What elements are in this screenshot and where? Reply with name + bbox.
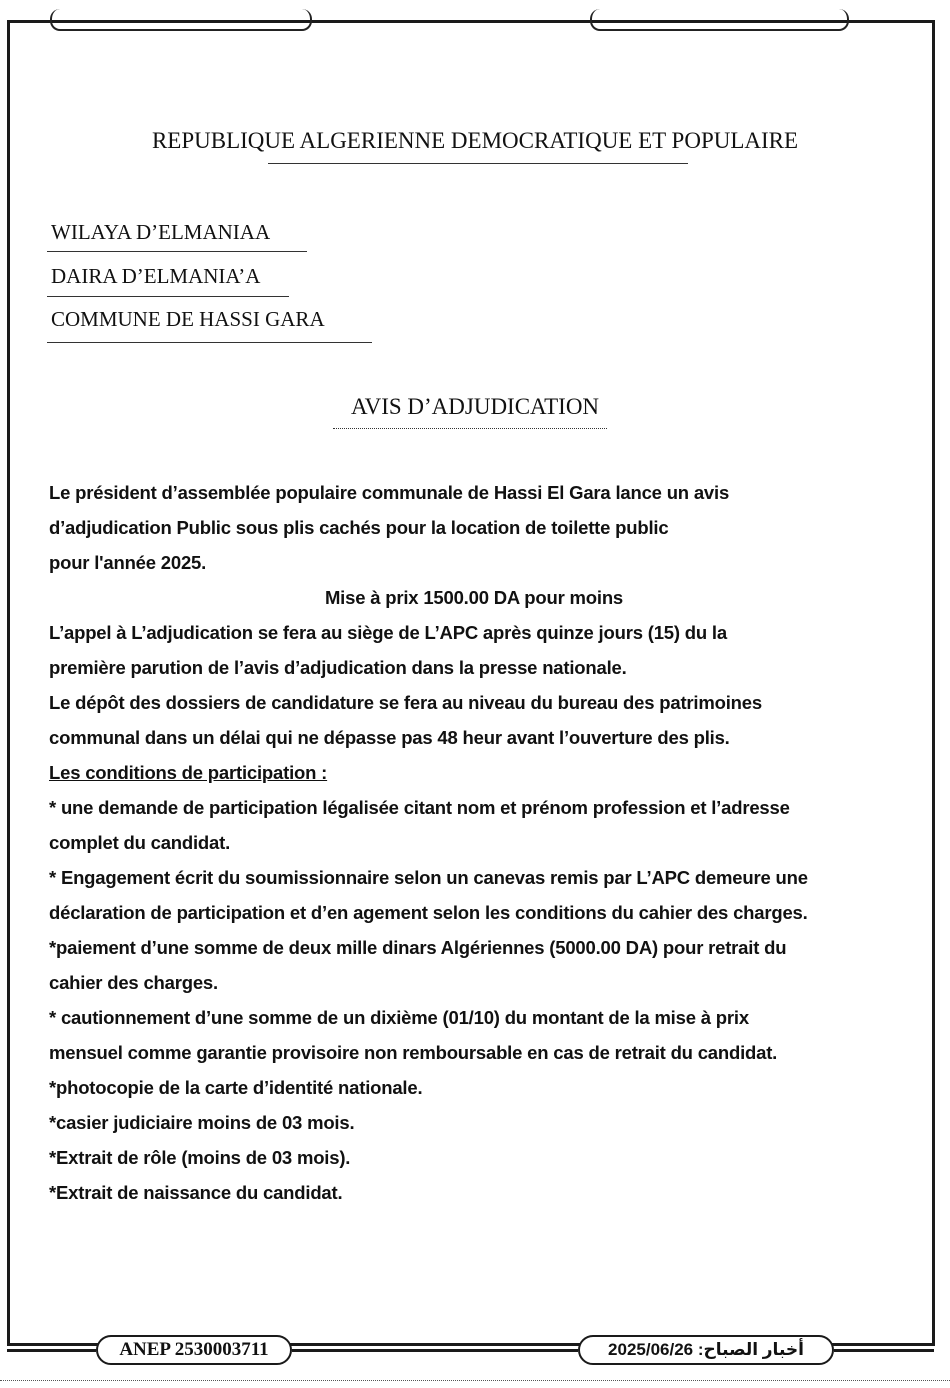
- publication-date: أخبار الصباح: 2025/06/26: [608, 1340, 804, 1359]
- condition-line: * une demande de participation légalisée citant nom et prénom profession et l’adresse: [49, 797, 790, 818]
- wilaya-line: WILAYA D’ELMANIAA: [51, 220, 271, 244]
- republic-underline: [268, 163, 688, 164]
- anep-reference: ANEP 2530003711: [119, 1339, 269, 1360]
- condition-line: cahier des charges.: [49, 972, 218, 993]
- appeal-line: communal dans un délai qui ne dépasse pas 48 heur avant l’ouverture des plis.: [49, 727, 730, 748]
- daira-line: DAIRA D’ELMANIA’A: [51, 264, 261, 288]
- top-pill-left: [50, 9, 312, 31]
- condition-line: * cautionnement d’une somme de un dixième (01/10) du montant de la mise à prix: [49, 1007, 749, 1028]
- commune-line: COMMUNE DE HASSI GARA: [51, 307, 325, 331]
- top-pill-right: [590, 9, 849, 31]
- condition-line: mensuel comme garantie provisoire non remboursable en cas de retrait du candidat.: [49, 1042, 778, 1063]
- notice-title: AVIS D’ADJUDICATION: [350, 394, 600, 419]
- condition-line: *Extrait de rôle (moins de 03 mois).: [49, 1147, 351, 1168]
- intro-line: d’adjudication Public sous plis cachés pour la location de toilette public: [49, 517, 669, 538]
- condition-line: déclaration de participation et d’en agement selon les conditions du cahier des charges.: [49, 902, 808, 923]
- commune-underline: [47, 342, 372, 343]
- conditions-title: Les conditions de participation :: [49, 762, 328, 783]
- condition-line: *photocopie de la carte d’identité nationale.: [49, 1077, 423, 1098]
- condition-line: *paiement d’une somme de deux mille dinars Algériennes (5000.00 DA) pour retrait du: [49, 937, 787, 958]
- footer-connector-line: [292, 1349, 578, 1352]
- condition-line: *casier judiciaire moins de 03 mois.: [49, 1112, 355, 1133]
- footer-dotted-rule: [0, 1380, 950, 1381]
- intro-line: pour l'année 2025.: [49, 552, 207, 573]
- intro-line: Le président d’assemblée populaire communale de Hassi El Gara lance un avis: [49, 482, 730, 503]
- condition-line: * Engagement écrit du soumissionnaire selon un canevas remis par L’APC demeure une: [49, 867, 808, 888]
- appeal-line: L’appel à L’adjudication se fera au siège de L’APC après quinze jours (15) du la: [49, 622, 727, 643]
- anep-reference-badge: [96, 1335, 292, 1365]
- wilaya-underline: [47, 251, 307, 252]
- condition-line: *Extrait de naissance du candidat.: [49, 1182, 343, 1203]
- notice-body: [49, 475, 899, 1210]
- footer-right-line: [834, 1349, 934, 1352]
- republic-heading: REPUBLIQUE ALGERIENNE DEMOCRATIQUE ET POPULAIRE: [151, 128, 799, 153]
- daira-underline: [47, 296, 289, 297]
- notice-title-underline: [333, 428, 607, 429]
- appeal-line: première parution de l’avis d’adjudication dans la presse nationale.: [49, 657, 627, 678]
- condition-line: complet du candidat.: [49, 832, 231, 853]
- price-line: Mise à prix 1500.00 DA pour moins: [324, 587, 624, 608]
- publication-date-badge: [578, 1335, 834, 1365]
- appeal-line: Le dépôt des dossiers de candidature se fera au niveau du bureau des patrimoines: [49, 692, 762, 713]
- footer-left-line: [7, 1349, 96, 1352]
